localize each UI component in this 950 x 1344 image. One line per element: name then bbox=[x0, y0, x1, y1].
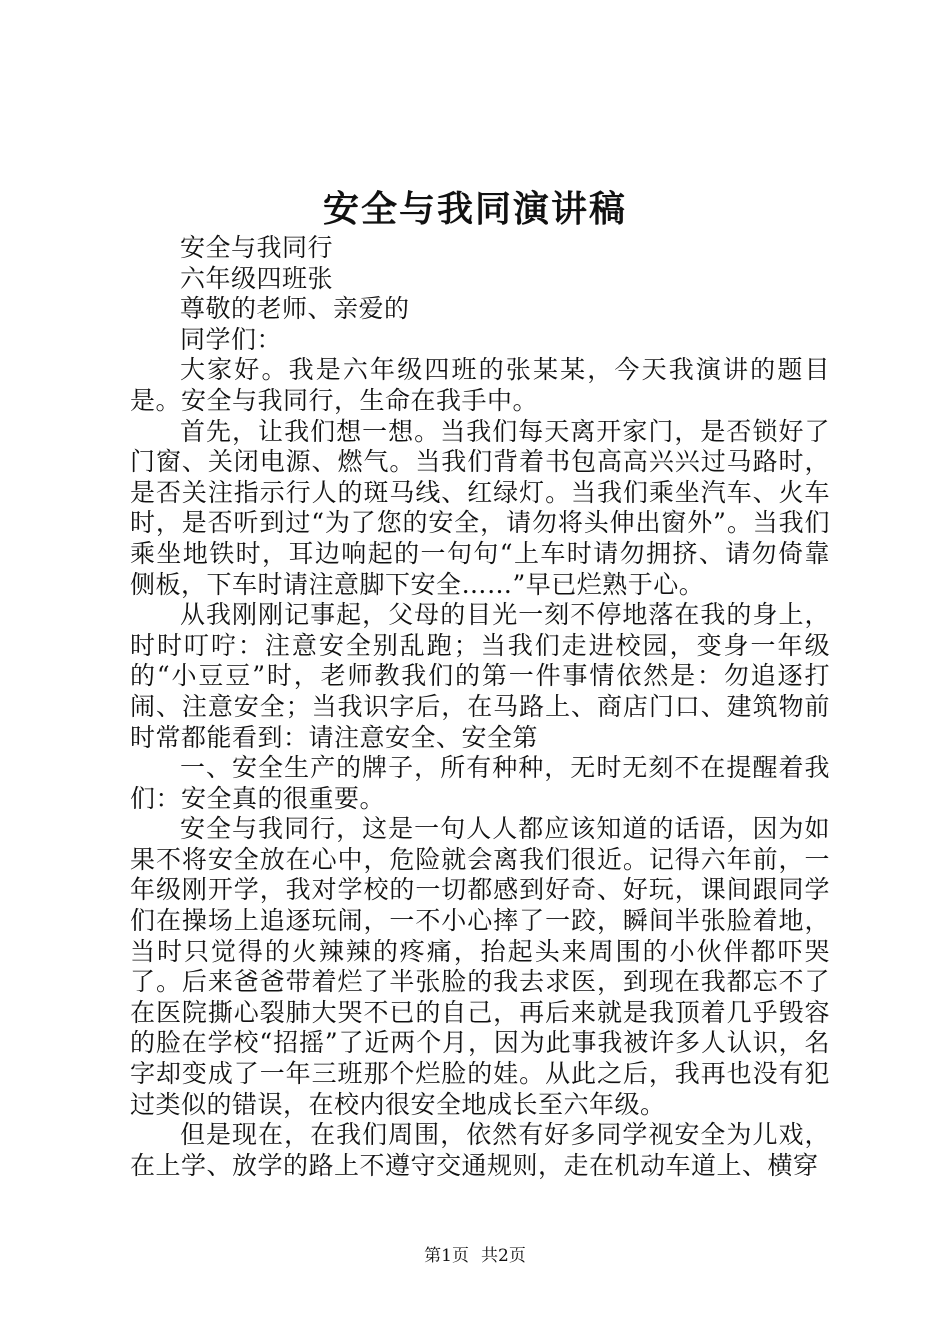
paragraph-salutation-cont: 同学们： bbox=[180, 324, 283, 354]
page-footer bbox=[0, 1245, 950, 1267]
page-title: 安全与我同演讲稿 bbox=[322, 188, 627, 230]
paragraph-body: 安全与我同行，这是一句人人都应该知道的话语，因为如果不将安全放在心中，危险就会离我们很近。记得六年前，一年级刚开学，我对学校的一切都感到好奇、好玩，课间跟同学们在操场上追逐玩闹，一不小心摔了一跤，瞬间半张脸着地，当时只觉得的火辣辣的疼痛，抬起头来周围的小伙伴都吓哭了。后来爸爸带着烂了半张脸的我去求医，到现在我都忘不了在医院撕心裂肺大哭不已的自己，再后来就是我顶着几乎毁容的脸在学校“招摇”了近两个月，因为此事我被许多人认识，名字却变成了一年三班那个烂脸的娃。从此之后，我再也没有犯过类似的错误，在校内很安全地成长至六年级。 bbox=[130, 814, 830, 1119]
paragraph-salutation: 尊敬的老师、亲爱的 bbox=[180, 294, 410, 324]
page-total: 共2页 bbox=[481, 1246, 526, 1266]
speech-body bbox=[130, 233, 830, 1181]
paragraph-body: 但是现在，在我们周围，依然有好多同学视安全为儿戏，在上学、放学的路上不遵守交通规则，走在机动车道上、横穿 bbox=[130, 1120, 830, 1180]
paragraph-author: 六年级四班张 bbox=[180, 263, 334, 293]
paragraph-greeting: 大家好。我是六年级四班的张某某，今天我演讲的题目是。安全与我同行，生命在我手中。 bbox=[130, 355, 830, 415]
paragraph-body: 一、安全生产的牌子，所有种种，无时无刻不在提醒着我们：安全真的很重要。 bbox=[130, 753, 830, 813]
page-number: 第1页 bbox=[424, 1246, 469, 1266]
paragraph-speech-heading: 安全与我同行 bbox=[180, 233, 334, 262]
paragraph-body: 首先，让我们想一想。当我们每天离开家门，是否锁好了门窗、关闭电源、燃气。当我们背着书包高高兴兴过马路时，是否关注指示行人的斑马线、红绿灯。当我们乘坐汽车、火车时，是否听到过“为了您的安全，请勿将头伸出窗外”。当我们乘坐地铁时，耳边响起的一句句“上车时请勿拥挤、请勿倚靠侧板，下车时请注意脚下安全……”早已烂熟于心。 bbox=[130, 416, 830, 599]
paragraph-body: 从我刚刚记事起，父母的目光一刻不停地落在我的身上，时时叮咛：注意安全别乱跑；当我们走进校园，变身一年级的“小豆豆”时，老师教我们的第一件事情依然是：勿追逐打闹、注意安全；当我识字后，在马路上、商店门口、建筑物前时常都能看到：请注意安全、安全第 bbox=[130, 600, 830, 752]
